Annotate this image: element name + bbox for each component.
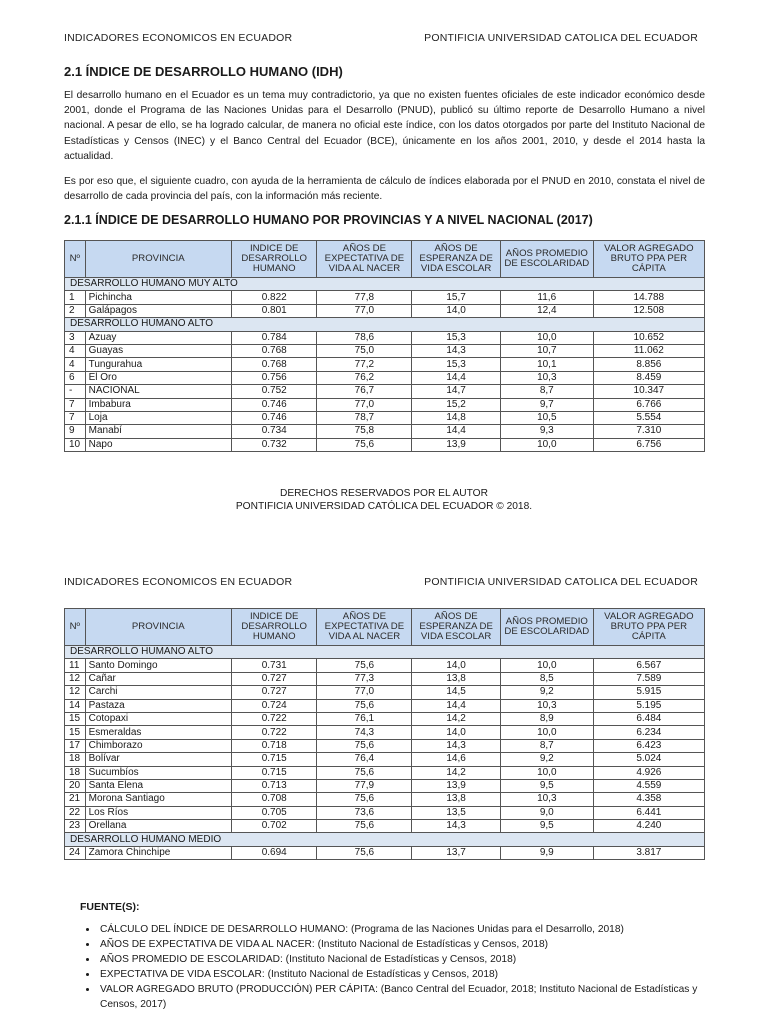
school-expectancy-value: 15,2 — [412, 398, 501, 411]
province-name: Pichincha — [85, 291, 231, 304]
school-expectancy-value: 14,3 — [412, 739, 501, 752]
table-row — [65, 753, 705, 766]
page-header — [64, 576, 698, 590]
province-name: Carchi — [85, 686, 231, 699]
table-header-row — [65, 609, 705, 646]
row-number: 11 — [65, 659, 86, 672]
mean-schooling-value: 9,7 — [500, 398, 593, 411]
mean-schooling-value: 9,0 — [500, 806, 593, 819]
table-row — [65, 398, 705, 411]
category-label: DESARROLLO HUMANO ALTO — [65, 318, 705, 331]
school-expectancy-value: 14,5 — [412, 686, 501, 699]
table-row — [65, 712, 705, 725]
school-expectancy-value: 14,0 — [412, 726, 501, 739]
gva-per-capita-value: 5.915 — [593, 686, 704, 699]
row-number: 22 — [65, 806, 86, 819]
gva-per-capita-value: 6.766 — [593, 398, 704, 411]
gva-per-capita-value: 6.441 — [593, 806, 704, 819]
life-expectancy-value: 78,6 — [317, 331, 412, 344]
school-expectancy-value: 14,7 — [412, 385, 501, 398]
mean-schooling-value: 10,1 — [500, 358, 593, 371]
table-row — [65, 779, 705, 792]
row-number: 12 — [65, 686, 86, 699]
mean-schooling-value: 10,3 — [500, 371, 593, 384]
table-row — [65, 438, 705, 451]
idh-value: 0.727 — [231, 672, 317, 685]
life-expectancy-value: 75,6 — [317, 438, 412, 451]
sources-title: FUENTE(S): — [80, 901, 140, 913]
gva-per-capita-value: 7.589 — [593, 672, 704, 685]
school-expectancy-value: 14,4 — [412, 425, 501, 438]
school-expectancy-value: 15,3 — [412, 358, 501, 371]
table-row — [65, 820, 705, 833]
gva-per-capita-value: 5.195 — [593, 699, 704, 712]
gva-per-capita-value: 12.508 — [593, 304, 704, 317]
copyright-notice — [0, 487, 768, 513]
row-number: 24 — [65, 846, 86, 859]
row-number: 7 — [65, 411, 86, 424]
life-expectancy-value: 75,6 — [317, 820, 412, 833]
category-row — [65, 318, 705, 331]
school-expectancy-value: 14,0 — [412, 304, 501, 317]
row-number: 14 — [65, 699, 86, 712]
header-right-text: PONTIFICIA UNIVERSIDAD CATOLICA DEL ECUADOR — [424, 576, 698, 588]
province-name: Tungurahua — [85, 358, 231, 371]
province-name: Pastaza — [85, 699, 231, 712]
col-header-idh: INDICE DE DESARROLLO HUMANO — [231, 241, 317, 278]
row-number: 18 — [65, 753, 86, 766]
province-name: El Oro — [85, 371, 231, 384]
province-name: Cañar — [85, 672, 231, 685]
life-expectancy-value: 77,0 — [317, 398, 412, 411]
mean-schooling-value: 9,5 — [500, 820, 593, 833]
col-header-provincia: PROVINCIA — [85, 609, 231, 646]
row-number: 4 — [65, 344, 86, 357]
idh-value: 0.705 — [231, 806, 317, 819]
province-name: Manabí — [85, 425, 231, 438]
school-expectancy-value: 13,8 — [412, 672, 501, 685]
life-expectancy-value: 77,9 — [317, 779, 412, 792]
col-header-n: Nº — [65, 241, 86, 278]
school-expectancy-value: 13,9 — [412, 438, 501, 451]
school-expectancy-value: 14,3 — [412, 344, 501, 357]
col-header-idh: INDICE DE DESARROLLO HUMANO — [231, 609, 317, 646]
idh-value: 0.708 — [231, 793, 317, 806]
mean-schooling-value: 9,5 — [500, 779, 593, 792]
gva-per-capita-value: 10.347 — [593, 385, 704, 398]
row-number: 1 — [65, 291, 86, 304]
province-name: Azuay — [85, 331, 231, 344]
life-expectancy-value: 75,6 — [317, 846, 412, 859]
province-name: Chimborazo — [85, 739, 231, 752]
row-number: 15 — [65, 726, 86, 739]
category-row — [65, 833, 705, 846]
col-header-escolar: AÑOS DE ESPERANZA DE VIDA ESCOLAR — [412, 609, 501, 646]
life-expectancy-value: 76,2 — [317, 371, 412, 384]
gva-per-capita-value: 6.756 — [593, 438, 704, 451]
col-header-vab: VALOR AGREGADO BRUTO PPA PER CÁPITA — [593, 609, 704, 646]
category-label: DESARROLLO HUMANO MUY ALTO — [65, 278, 705, 291]
gva-per-capita-value: 6.234 — [593, 726, 704, 739]
gva-per-capita-value: 4.926 — [593, 766, 704, 779]
row-number: 9 — [65, 425, 86, 438]
category-row — [65, 646, 705, 659]
province-name: Morona Santiago — [85, 793, 231, 806]
table-row — [65, 672, 705, 685]
table-header-row — [65, 241, 705, 278]
life-expectancy-value: 77,0 — [317, 686, 412, 699]
row-number: 12 — [65, 672, 86, 685]
province-name: Zamora Chinchipe — [85, 846, 231, 859]
table-row — [65, 846, 705, 859]
idh-value: 0.822 — [231, 291, 317, 304]
table-row — [65, 425, 705, 438]
province-name: Los Ríos — [85, 806, 231, 819]
mean-schooling-value: 9,2 — [500, 753, 593, 766]
life-expectancy-value: 75,6 — [317, 699, 412, 712]
source-item: • CÁLCULO DEL ÍNDICE DE DESARROLLO HUMANO: (Programa de las Naciones Unidas para el Desarrollo, 2018) — [98, 922, 698, 937]
school-expectancy-value: 14,2 — [412, 712, 501, 725]
row-number: 17 — [65, 739, 86, 752]
category-row — [65, 278, 705, 291]
life-expectancy-value: 76,4 — [317, 753, 412, 766]
life-expectancy-value: 74,3 — [317, 726, 412, 739]
province-name: Guayas — [85, 344, 231, 357]
province-name: Esmeraldas — [85, 726, 231, 739]
idh-value: 0.732 — [231, 438, 317, 451]
idh-table-part2 — [64, 608, 705, 860]
school-expectancy-value: 15,3 — [412, 331, 501, 344]
mean-schooling-value: 12,4 — [500, 304, 593, 317]
province-name: Bolívar — [85, 753, 231, 766]
context-paragraph: Es por eso que, el siguiente cuadro, con ayuda de la herramienta de cálculo de índices elaborada por el PNUD en 2010, constata el nivel de desarrollo de cada provincia del país, con la información más reciente. — [64, 176, 705, 203]
idh-value: 0.746 — [231, 398, 317, 411]
sources-list — [80, 922, 698, 1012]
gva-per-capita-value: 8.856 — [593, 358, 704, 371]
school-expectancy-value: 14,8 — [412, 411, 501, 424]
row-number: 15 — [65, 712, 86, 725]
table-row — [65, 371, 705, 384]
mean-schooling-value: 10,0 — [500, 766, 593, 779]
life-expectancy-value: 77,3 — [317, 672, 412, 685]
category-label: DESARROLLO HUMANO MEDIO — [65, 833, 705, 846]
idh-value: 0.694 — [231, 846, 317, 859]
mean-schooling-value: 8,5 — [500, 672, 593, 685]
table-row — [65, 806, 705, 819]
province-name: Napo — [85, 438, 231, 451]
life-expectancy-value: 76,7 — [317, 385, 412, 398]
life-expectancy-value: 75,0 — [317, 344, 412, 357]
life-expectancy-value: 76,1 — [317, 712, 412, 725]
table-row — [65, 291, 705, 304]
table-row — [65, 766, 705, 779]
school-expectancy-value: 14,2 — [412, 766, 501, 779]
mean-schooling-value: 9,3 — [500, 425, 593, 438]
idh-value: 0.727 — [231, 686, 317, 699]
gva-per-capita-value: 5.024 — [593, 753, 704, 766]
table-row — [65, 699, 705, 712]
row-number: 4 — [65, 358, 86, 371]
col-header-vida: AÑOS DE EXPECTATIVA DE VIDA AL NACER — [317, 241, 412, 278]
idh-value: 0.734 — [231, 425, 317, 438]
mean-schooling-value: 10,3 — [500, 793, 593, 806]
row-number: 10 — [65, 438, 86, 451]
gva-per-capita-value: 10.652 — [593, 331, 704, 344]
row-number: 6 — [65, 371, 86, 384]
idh-table-part1 — [64, 240, 705, 452]
school-expectancy-value: 14,4 — [412, 699, 501, 712]
life-expectancy-value: 75,6 — [317, 766, 412, 779]
school-expectancy-value: 13,5 — [412, 806, 501, 819]
gva-per-capita-value: 4.358 — [593, 793, 704, 806]
table-row — [65, 659, 705, 672]
source-item: • VALOR AGREGADO BRUTO (PRODUCCIÓN) PER CÁPITA: (Banco Central del Ecuador, 2018; Instituto Nacional de Estadísticas y Censos, 2017) — [98, 982, 698, 1012]
province-name: Orellana — [85, 820, 231, 833]
gva-per-capita-value: 4.559 — [593, 779, 704, 792]
row-number: 20 — [65, 779, 86, 792]
section-title: 2.1 ÍNDICE DE DESARROLLO HUMANO (IDH) — [64, 64, 343, 79]
mean-schooling-value: 8,9 — [500, 712, 593, 725]
life-expectancy-value: 77,2 — [317, 358, 412, 371]
col-header-promedio: AÑOS PROMEDIO DE ESCOLARIDAD — [500, 241, 593, 278]
province-name: Imbabura — [85, 398, 231, 411]
idh-value: 0.801 — [231, 304, 317, 317]
gva-per-capita-value: 4.240 — [593, 820, 704, 833]
life-expectancy-value: 75,6 — [317, 739, 412, 752]
row-number: 21 — [65, 793, 86, 806]
source-item: • EXPECTATIVA DE VIDA ESCOLAR: (Instituto Nacional de Estadísticas y Censos, 2018) — [98, 967, 698, 982]
life-expectancy-value: 77,8 — [317, 291, 412, 304]
gva-per-capita-value: 7.310 — [593, 425, 704, 438]
life-expectancy-value: 73,6 — [317, 806, 412, 819]
life-expectancy-value: 78,7 — [317, 411, 412, 424]
col-header-vida: AÑOS DE EXPECTATIVA DE VIDA AL NACER — [317, 609, 412, 646]
mean-schooling-value: 10,7 — [500, 344, 593, 357]
mean-schooling-value: 11,6 — [500, 291, 593, 304]
school-expectancy-value: 14,4 — [412, 371, 501, 384]
subsection-title: 2.1.1 ÍNDICE DE DESARROLLO HUMANO POR PROVINCIAS Y A NIVEL NACIONAL (2017) — [64, 213, 593, 227]
header-left-text: INDICADORES ECONOMICOS EN ECUADOR — [64, 576, 293, 588]
idh-value: 0.756 — [231, 371, 317, 384]
mean-schooling-value: 10,0 — [500, 438, 593, 451]
province-name: Sucumbíos — [85, 766, 231, 779]
province-name: Santo Domingo — [85, 659, 231, 672]
mean-schooling-value: 10,5 — [500, 411, 593, 424]
table-row — [65, 726, 705, 739]
gva-per-capita-value: 6.423 — [593, 739, 704, 752]
province-name: Loja — [85, 411, 231, 424]
copyright-line-2: PONTIFICIA UNIVERSIDAD CATÓLICA DEL ECUADOR © 2018. — [235, 501, 533, 512]
mean-schooling-value: 9,2 — [500, 686, 593, 699]
table-row — [65, 344, 705, 357]
gva-per-capita-value: 11.062 — [593, 344, 704, 357]
mean-schooling-value: 10,0 — [500, 726, 593, 739]
mean-schooling-value: 10,3 — [500, 699, 593, 712]
school-expectancy-value: 13,9 — [412, 779, 501, 792]
idh-value: 0.724 — [231, 699, 317, 712]
mean-schooling-value: 9,9 — [500, 846, 593, 859]
life-expectancy-value: 75,6 — [317, 793, 412, 806]
col-header-n: Nº — [65, 609, 86, 646]
col-header-escolar: AÑOS DE ESPERANZA DE VIDA ESCOLAR — [412, 241, 501, 278]
row-number: 7 — [65, 398, 86, 411]
idh-value: 0.752 — [231, 385, 317, 398]
life-expectancy-value: 77,0 — [317, 304, 412, 317]
school-expectancy-value: 14,3 — [412, 820, 501, 833]
gva-per-capita-value: 3.817 — [593, 846, 704, 859]
school-expectancy-value: 14,6 — [412, 753, 501, 766]
idh-value: 0.731 — [231, 659, 317, 672]
table-row — [65, 739, 705, 752]
school-expectancy-value: 14,0 — [412, 659, 501, 672]
idh-value: 0.718 — [231, 739, 317, 752]
school-expectancy-value: 13,7 — [412, 846, 501, 859]
page-header — [64, 32, 698, 46]
header-right-text: PONTIFICIA UNIVERSIDAD CATOLICA DEL ECUADOR — [424, 32, 698, 44]
province-name: Cotopaxi — [85, 712, 231, 725]
life-expectancy-value: 75,6 — [317, 659, 412, 672]
row-number: 2 — [65, 304, 86, 317]
province-name: Galápagos — [85, 304, 231, 317]
mean-schooling-value: 10,0 — [500, 659, 593, 672]
idh-value: 0.715 — [231, 766, 317, 779]
category-label: DESARROLLO HUMANO ALTO — [65, 646, 705, 659]
table-row — [65, 411, 705, 424]
gva-per-capita-value: 8.459 — [593, 371, 704, 384]
idh-value: 0.784 — [231, 331, 317, 344]
col-header-vab: VALOR AGREGADO BRUTO PPA PER CÁPITA — [593, 241, 704, 278]
row-number: 23 — [65, 820, 86, 833]
province-name: NACIONAL — [85, 385, 231, 398]
mean-schooling-value: 8,7 — [500, 739, 593, 752]
row-number: 18 — [65, 766, 86, 779]
idh-value: 0.702 — [231, 820, 317, 833]
table-row — [65, 385, 705, 398]
gva-per-capita-value: 5.554 — [593, 411, 704, 424]
gva-per-capita-value: 6.484 — [593, 712, 704, 725]
idh-value: 0.746 — [231, 411, 317, 424]
mean-schooling-value: 8,7 — [500, 385, 593, 398]
life-expectancy-value: 75,8 — [317, 425, 412, 438]
school-expectancy-value: 15,7 — [412, 291, 501, 304]
mean-schooling-value: 10,0 — [500, 331, 593, 344]
intro-paragraph: El desarrollo humano en el Ecuador es un tema muy contradictorio, ya que no existen fuentes oficiales de este indicador económico desde 2001, donde el Programa de las Naciones Unidas para el Desarrollo (PNUD), publicó su último reporte de Desarrollo Humano a nivel nacional. A pesar de ello, se ha logrado calcular, de manera no oficial este índice, con los datos otorgados por parte del Instituto Nacional de Estadísticas y Censos (INEC) y el Banco Central del Ecuador (BCE), únicamente en los años 2001, 2010, y desde el 2014 hasta la actualidad. — [64, 90, 705, 162]
row-number: 3 — [65, 331, 86, 344]
source-item: • AÑOS DE EXPECTATIVA DE VIDA AL NACER: (Instituto Nacional de Estadísticas y Censos, 2018) — [98, 937, 698, 952]
gva-per-capita-value: 6.567 — [593, 659, 704, 672]
col-header-promedio: AÑOS PROMEDIO DE ESCOLARIDAD — [500, 609, 593, 646]
idh-value: 0.715 — [231, 753, 317, 766]
school-expectancy-value: 13,8 — [412, 793, 501, 806]
table-row — [65, 304, 705, 317]
table-row — [65, 331, 705, 344]
col-header-provincia: PROVINCIA — [85, 241, 231, 278]
idh-value: 0.768 — [231, 358, 317, 371]
idh-value: 0.713 — [231, 779, 317, 792]
copyright-line-1: DERECHOS RESERVADOS POR EL AUTOR — [280, 488, 488, 499]
source-item: • AÑOS PROMEDIO DE ESCOLARIDAD: (Instituto Nacional de Estadísticas y Censos, 2018) — [98, 952, 698, 967]
table-row — [65, 793, 705, 806]
idh-value: 0.722 — [231, 726, 317, 739]
province-name: Santa Elena — [85, 779, 231, 792]
table-row — [65, 358, 705, 371]
idh-value: 0.768 — [231, 344, 317, 357]
table-row — [65, 686, 705, 699]
header-left-text: INDICADORES ECONOMICOS EN ECUADOR — [64, 32, 293, 44]
gva-per-capita-value: 14.788 — [593, 291, 704, 304]
idh-value: 0.722 — [231, 712, 317, 725]
row-number: - — [65, 385, 86, 398]
